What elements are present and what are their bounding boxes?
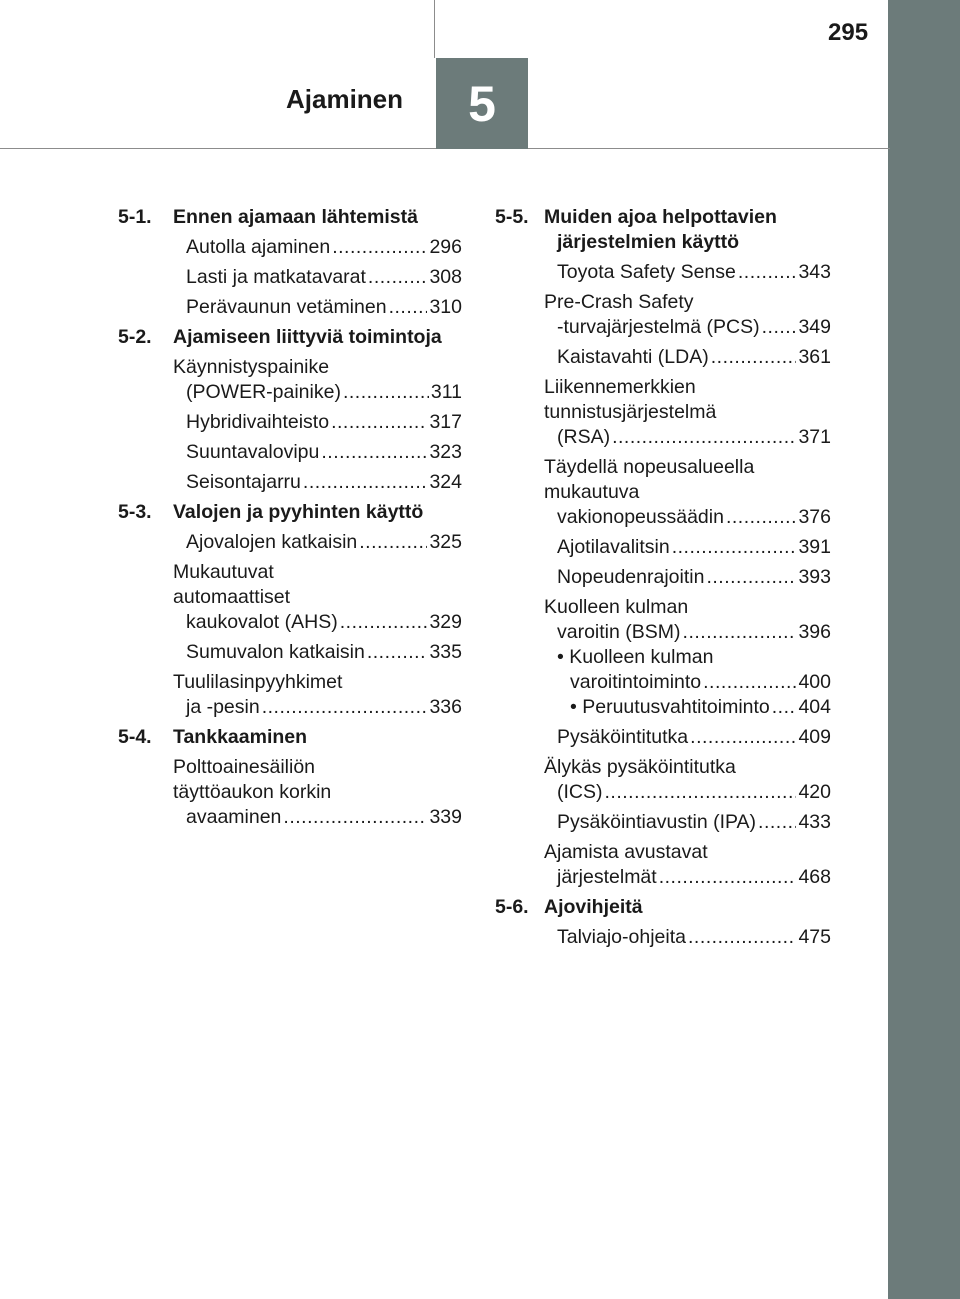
dot-leader	[683, 620, 797, 645]
dot-leader	[283, 805, 427, 830]
entry-title: Sumuvalon katkaisin	[186, 641, 365, 663]
toc-left-column	[118, 205, 462, 835]
toc-entry[interactable]	[173, 530, 462, 555]
entry-last-line	[186, 265, 462, 290]
entry-last-line	[570, 670, 831, 695]
entry-text-line: Tuulilasinpyyhkimet	[173, 671, 343, 693]
dot-leader	[688, 925, 796, 950]
entry-title: Suuntavalovipu	[186, 441, 320, 463]
toc-entry[interactable]	[173, 265, 462, 290]
entry-page-number: 396	[798, 621, 831, 643]
toc-entry[interactable]	[544, 260, 831, 285]
entry-text-line: Älykäs pysäköintitutka	[544, 756, 736, 778]
dot-leader	[343, 380, 429, 405]
section-title: Tankkaaminen	[173, 726, 308, 748]
entry-last-line	[557, 535, 831, 560]
entry-page-number: 400	[798, 671, 831, 693]
section-heading	[495, 205, 831, 255]
entry-last-line	[557, 345, 831, 370]
entry-title: ja -pesin	[186, 696, 260, 718]
entry-page-number: 323	[429, 441, 462, 463]
entry-title: Hybridivaihteisto	[186, 411, 330, 433]
entry-page-number: 391	[798, 536, 831, 558]
entry-text-line: mukautuva	[544, 481, 640, 503]
entry-last-line	[557, 315, 831, 340]
toc-entry[interactable]	[544, 755, 831, 805]
toc-entry[interactable]	[544, 535, 831, 560]
entry-page-number: 317	[429, 411, 462, 433]
entry-text-line: Kuolleen kulman	[544, 596, 689, 618]
entry-title: kaukovalot (AHS)	[186, 611, 338, 633]
entry-text-line: Täydellä nopeusalueella	[544, 456, 755, 478]
entry-title: Autolla ajaminen	[186, 236, 331, 258]
section-number: 5-1.	[118, 206, 152, 228]
toc-entry[interactable]	[544, 725, 831, 750]
entry-title: Talviajo-ohjeita	[557, 926, 686, 948]
page-number: 295	[828, 19, 869, 46]
dot-leader	[690, 725, 796, 750]
entry-text-line: automaattiset	[173, 586, 291, 608]
toc-entry[interactable]	[173, 755, 462, 830]
entry-page-number: 296	[429, 236, 462, 258]
entry-page-number: 339	[429, 806, 462, 828]
section-title: Ajovihjeitä	[544, 896, 643, 918]
section-heading	[495, 895, 831, 920]
section-title: Ajamiseen liittyviä toimintoja	[173, 326, 442, 348]
entry-last-line	[186, 530, 462, 555]
header-divider	[434, 0, 435, 58]
dot-leader	[367, 640, 428, 665]
entry-last-line	[186, 295, 462, 320]
dot-leader	[762, 315, 797, 340]
toc-entry[interactable]	[544, 565, 831, 590]
chapter-number-box: 5	[436, 58, 528, 149]
entry-title: Lasti ja matkatavarat	[186, 266, 366, 288]
entry-last-line	[186, 805, 462, 830]
section-number: 5-5.	[495, 206, 529, 228]
dot-leader	[331, 410, 427, 435]
toc-right-column	[495, 205, 831, 955]
entry-last-line	[186, 610, 462, 635]
entry-title: Perävaunun vetäminen	[186, 296, 387, 318]
chapter-side-tab	[888, 0, 960, 1299]
toc-entry[interactable]	[544, 810, 831, 835]
section-title: Ennen ajamaan lähtemistä	[173, 206, 418, 228]
chapter-title: Ajaminen	[286, 84, 404, 114]
entry-page-number: 361	[798, 346, 831, 368]
entry-last-line	[186, 470, 462, 495]
toc-section	[495, 205, 831, 890]
dot-leader	[726, 505, 796, 530]
dot-leader	[368, 265, 428, 290]
entry-title: -turvajärjestelmä (PCS)	[557, 316, 760, 338]
dot-leader	[758, 810, 796, 835]
entry-page-number: 343	[798, 261, 831, 283]
entry-text-line: Käynnistyspainike	[173, 356, 330, 378]
dot-leader	[711, 345, 797, 370]
entry-title: vakionopeussäädin	[557, 506, 724, 528]
entry-title: Toyota Safety Sense	[557, 261, 736, 283]
entry-text-line: • Kuolleen kulman	[557, 646, 714, 668]
entry-title: Seisontajarru	[186, 471, 301, 493]
entry-page-number: 311	[430, 381, 462, 403]
entry-page-number: 475	[798, 926, 831, 948]
entry-page-number: 310	[429, 296, 462, 318]
toc-entry[interactable]	[544, 375, 831, 450]
entry-text-line: Liikennemerkkien	[544, 376, 696, 398]
entry-page-number: 325	[429, 531, 462, 553]
entry-title: (ICS)	[557, 781, 603, 803]
entry-last-line	[557, 505, 831, 530]
dot-leader	[703, 670, 796, 695]
entry-page-number: 376	[798, 506, 831, 528]
toc-entry[interactable]	[544, 595, 831, 645]
toc-entry[interactable]	[173, 470, 462, 495]
entry-last-line	[557, 725, 831, 750]
entry-last-line	[186, 695, 462, 720]
entry-page-number: 336	[429, 696, 462, 718]
section-title: Valojen ja pyyhinten käyttö	[173, 501, 424, 523]
toc-entry[interactable]	[544, 345, 831, 370]
section-heading	[118, 325, 462, 350]
entry-page-number: 404	[798, 696, 831, 718]
toc-entry[interactable]	[544, 695, 831, 720]
entry-title: varoitintoiminto	[570, 671, 702, 693]
section-heading	[118, 500, 462, 525]
entry-page-number: 433	[798, 811, 831, 833]
toc-entry[interactable]	[173, 355, 462, 405]
entry-page-number: 349	[798, 316, 831, 338]
entry-title: • Peruutusvahtitoiminto	[570, 696, 770, 718]
toc-section	[118, 725, 462, 830]
dot-leader	[672, 535, 797, 560]
entry-page-number: 393	[798, 566, 831, 588]
entry-page-number: 371	[798, 426, 831, 448]
toc-entry[interactable]	[173, 640, 462, 665]
entry-title: Pysäköintitutka	[557, 726, 689, 748]
entry-text-line: Polttoainesäiliön	[173, 756, 316, 778]
toc-section	[495, 895, 831, 950]
toc-entry[interactable]	[173, 235, 462, 260]
entry-title: Ajotilavalitsin	[557, 536, 670, 558]
dot-leader	[359, 530, 427, 555]
entry-title: Nopeudenrajoitin	[557, 566, 705, 588]
entry-last-line	[557, 565, 831, 590]
entry-last-line	[186, 410, 462, 435]
entry-text-line: Pre-Crash Safety	[544, 291, 694, 313]
entry-last-line	[557, 780, 831, 805]
entry-text-line: Ajamista avustavat	[544, 841, 708, 863]
entry-title: (RSA)	[557, 426, 611, 448]
entry-title: Pysäköintiavustin (IPA)	[557, 811, 757, 833]
dot-leader	[321, 440, 427, 465]
dot-leader	[389, 295, 428, 320]
toc-entry[interactable]	[544, 925, 831, 950]
entry-text-line: täyttöaukon korkin	[173, 781, 332, 803]
entry-last-line	[557, 865, 831, 890]
entry-last-line	[186, 640, 462, 665]
toc-section	[118, 325, 462, 495]
entry-last-line	[557, 925, 831, 950]
section-number: 5-2.	[118, 326, 152, 348]
toc-entry[interactable]	[544, 840, 831, 890]
entry-page-number: 324	[429, 471, 462, 493]
entry-last-line	[557, 620, 831, 645]
entry-last-line	[570, 695, 831, 720]
dot-leader	[659, 865, 797, 890]
entry-title: Ajovalojen katkaisin	[186, 531, 358, 553]
entry-last-line	[557, 260, 831, 285]
entry-title: (POWER-painike)	[186, 381, 341, 403]
entry-title: Kaistavahti (LDA)	[557, 346, 709, 368]
dot-leader	[303, 470, 428, 495]
dot-leader	[738, 260, 797, 285]
entry-last-line	[557, 425, 831, 450]
entry-page-number: 409	[798, 726, 831, 748]
toc-entry[interactable]	[173, 670, 462, 720]
toc-section	[118, 500, 462, 720]
dot-leader	[772, 695, 797, 720]
toc-entry[interactable]	[544, 645, 831, 695]
entry-last-line	[186, 235, 462, 260]
toc-entry[interactable]	[173, 560, 462, 635]
entry-last-line	[557, 810, 831, 835]
section-heading	[118, 725, 462, 750]
dot-leader	[262, 695, 428, 720]
section-number: 5-6.	[495, 896, 529, 918]
entry-text-line: Mukautuvat	[173, 561, 274, 583]
entry-title: järjestelmät	[557, 866, 657, 888]
dot-leader	[332, 235, 427, 260]
dot-leader	[340, 610, 428, 635]
toc-entry[interactable]	[544, 290, 831, 340]
entry-last-line	[186, 440, 462, 465]
entry-page-number: 308	[429, 266, 462, 288]
dot-leader	[612, 425, 796, 450]
toc-entry[interactable]	[173, 440, 462, 465]
entry-title: avaaminen	[186, 806, 282, 828]
dot-leader	[706, 565, 796, 590]
entry-page-number: 335	[429, 641, 462, 663]
entry-last-line	[186, 380, 462, 405]
entry-text-line: tunnistusjärjestelmä	[544, 401, 717, 423]
toc-entry[interactable]	[544, 455, 831, 530]
toc-entry[interactable]	[173, 410, 462, 435]
section-heading	[118, 205, 462, 230]
toc-entry[interactable]	[173, 295, 462, 320]
section-number: 5-3.	[118, 501, 152, 523]
dot-leader	[605, 780, 797, 805]
entry-title: varoitin (BSM)	[557, 621, 681, 643]
section-title: Muiden ajoa helpottavien järjestelmien käyttö	[544, 206, 777, 253]
toc-section	[118, 205, 462, 320]
entry-page-number: 420	[798, 781, 831, 803]
entry-page-number: 329	[429, 611, 462, 633]
entry-page-number: 468	[798, 866, 831, 888]
section-number: 5-4.	[118, 726, 152, 748]
